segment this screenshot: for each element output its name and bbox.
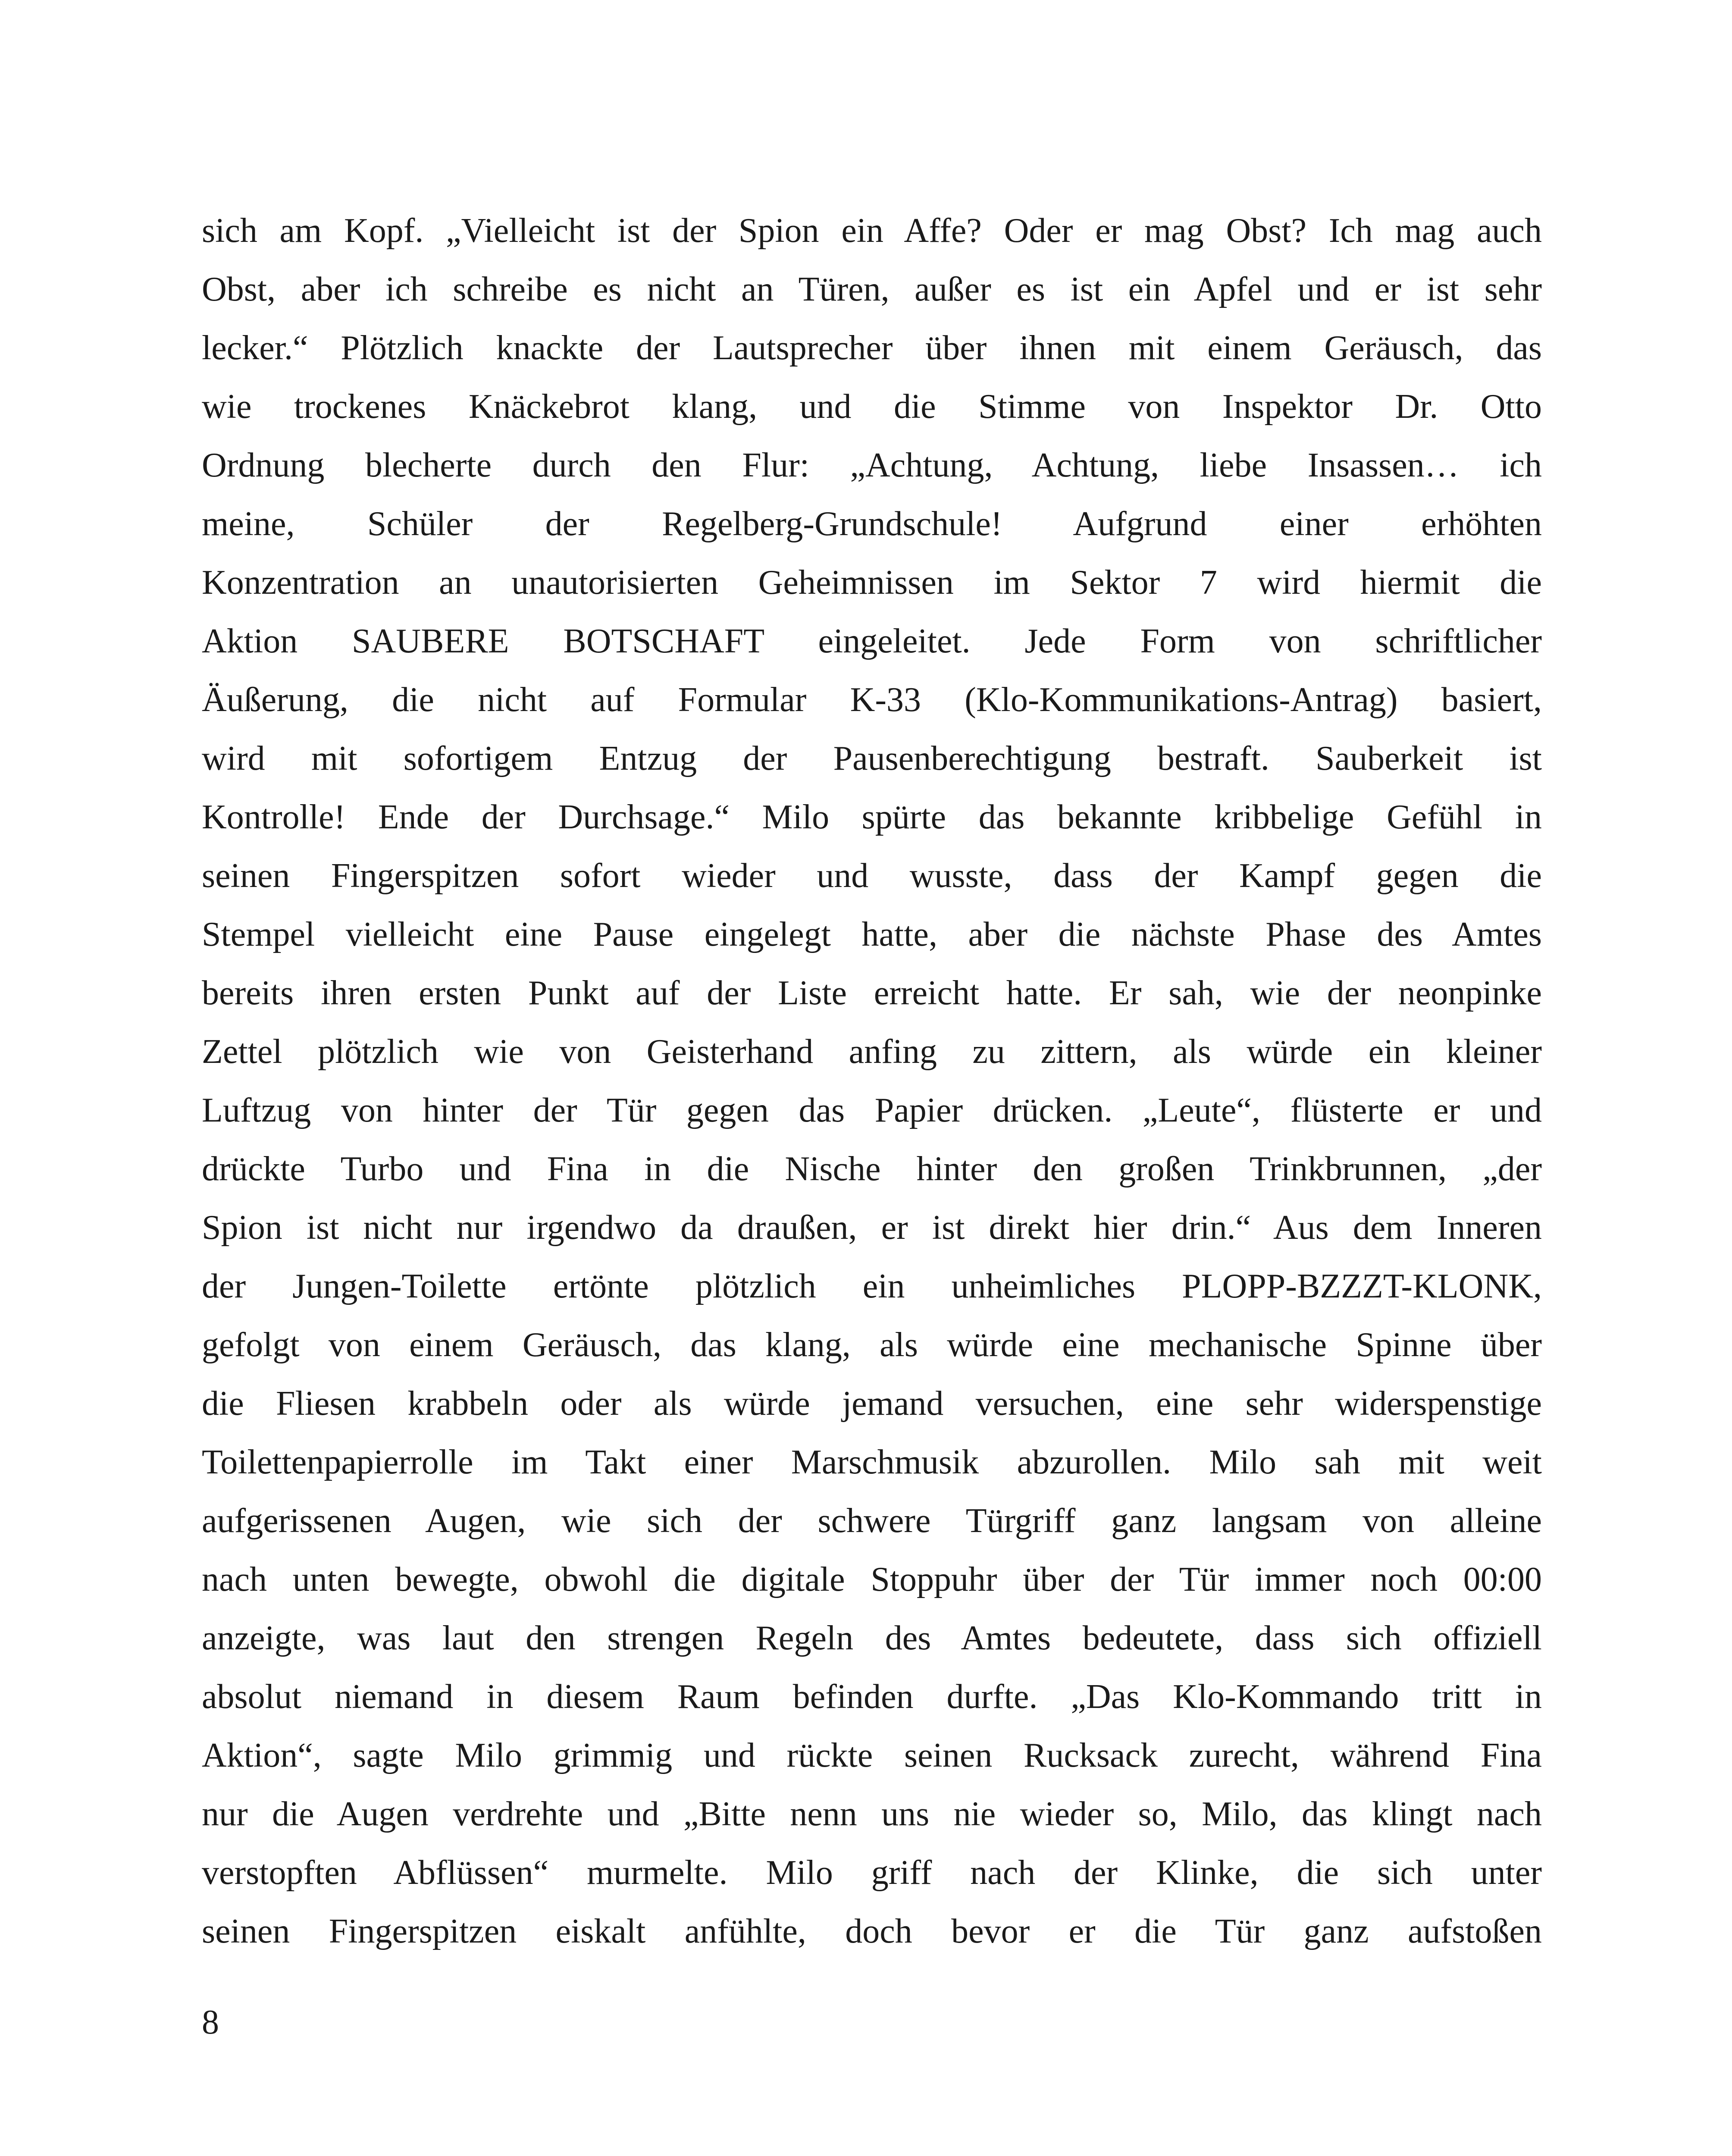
text-line: die Fliesen krabbeln oder als würde jemand versuchen, eine sehr widerspenstige xyxy=(202,1385,1542,1423)
text-line: seinen Fingerspitzen eiskalt anfühlte, doch bevor er die Tür ganz aufstoßen xyxy=(202,1912,1542,1950)
text-line: Luftzug von hinter der Tür gegen das Papier drücken. „Leute“, flüsterte er und xyxy=(202,1091,1542,1129)
text-line: Konzentration an unautorisierten Geheimnissen im Sektor 7 wird hiermit die xyxy=(202,564,1542,602)
body-text xyxy=(202,202,1542,1961)
text-line: gefolgt von einem Geräusch, das klang, als würde eine mechanische Spinne über xyxy=(202,1326,1542,1364)
text-line: der Jungen-Toilette ertönte plötzlich ein unheimliches PLOPP-BZZZT-KLONK, xyxy=(202,1267,1542,1305)
text-line: Aktion“, sagte Milo grimmig und rückte seinen Rucksack zurecht, während Fina xyxy=(202,1736,1542,1774)
text-line: sich am Kopf. „Vielleicht ist der Spion ein Affe? Oder er mag Obst? Ich mag auch xyxy=(202,212,1542,250)
text-line: bereits ihren ersten Punkt auf der Liste erreicht hatte. Er sah, wie der neonpinke xyxy=(202,974,1542,1012)
text-line: meine, Schüler der Regelberg-Grundschule! Aufgrund einer erhöhten xyxy=(202,505,1542,543)
text-line: Äußerung, die nicht auf Formular K-33 (Klo-Kommunikations-Antrag) basiert, xyxy=(202,681,1542,719)
text-line: nach unten bewegte, obwohl die digitale Stoppuhr über der Tür immer noch 00:00 xyxy=(202,1561,1542,1598)
text-line: nur die Augen verdrehte und „Bitte nenn uns nie wieder so, Milo, das klingt nach xyxy=(202,1795,1542,1833)
text-line: wie trockenes Knäckebrot klang, und die Stimme von Inspektor Dr. Otto xyxy=(202,388,1542,426)
text-line: lecker.“ Plötzlich knackte der Lautsprecher über ihnen mit einem Geräusch, das xyxy=(202,329,1542,367)
text-line: Stempel vielleicht eine Pause eingelegt hatte, aber die nächste Phase des Amtes xyxy=(202,915,1542,953)
text-line: wird mit sofortigem Entzug der Pausenberechtigung bestraft. Sauberkeit ist xyxy=(202,740,1542,777)
text-line: Kontrolle! Ende der Durchsage.“ Milo spürte das bekannte kribbelige Gefühl in xyxy=(202,798,1542,836)
page-number: 8 xyxy=(202,2003,219,2041)
text-line: Ordnung blecherte durch den Flur: „Achtung, Achtung, liebe Insassen… ich xyxy=(202,446,1542,484)
text-line: Toilettenpapierrolle im Takt einer Marschmusik abzurollen. Milo sah mit weit xyxy=(202,1443,1542,1481)
text-line: Aktion SAUBERE BOTSCHAFT eingeleitet. Jede Form von schriftlicher xyxy=(202,622,1542,660)
text-line: seinen Fingerspitzen sofort wieder und wusste, dass der Kampf gegen die xyxy=(202,857,1542,895)
text-line: verstopften Abflüssen“ murmelte. Milo griff nach der Klinke, die sich unter xyxy=(202,1854,1542,1892)
text-line: Spion ist nicht nur irgendwo da draußen, er ist direkt hier drin.“ Aus dem Inneren xyxy=(202,1209,1542,1247)
text-line: aufgerissenen Augen, wie sich der schwere Türgriff ganz langsam von alleine xyxy=(202,1502,1542,1540)
text-line: Zettel plötzlich wie von Geisterhand anfing zu zittern, als würde ein kleiner xyxy=(202,1033,1542,1071)
text-line: Obst, aber ich schreibe es nicht an Türen, außer es ist ein Apfel und er ist sehr xyxy=(202,270,1542,308)
text-line: anzeigte, was laut den strengen Regeln des Amtes bedeutete, dass sich offiziell xyxy=(202,1619,1542,1657)
text-line: drückte Turbo und Fina in die Nische hinter den großen Trinkbrunnen, „der xyxy=(202,1150,1542,1188)
text-line: absolut niemand in diesem Raum befinden durfte. „Das Klo-Kommando tritt in xyxy=(202,1678,1542,1716)
